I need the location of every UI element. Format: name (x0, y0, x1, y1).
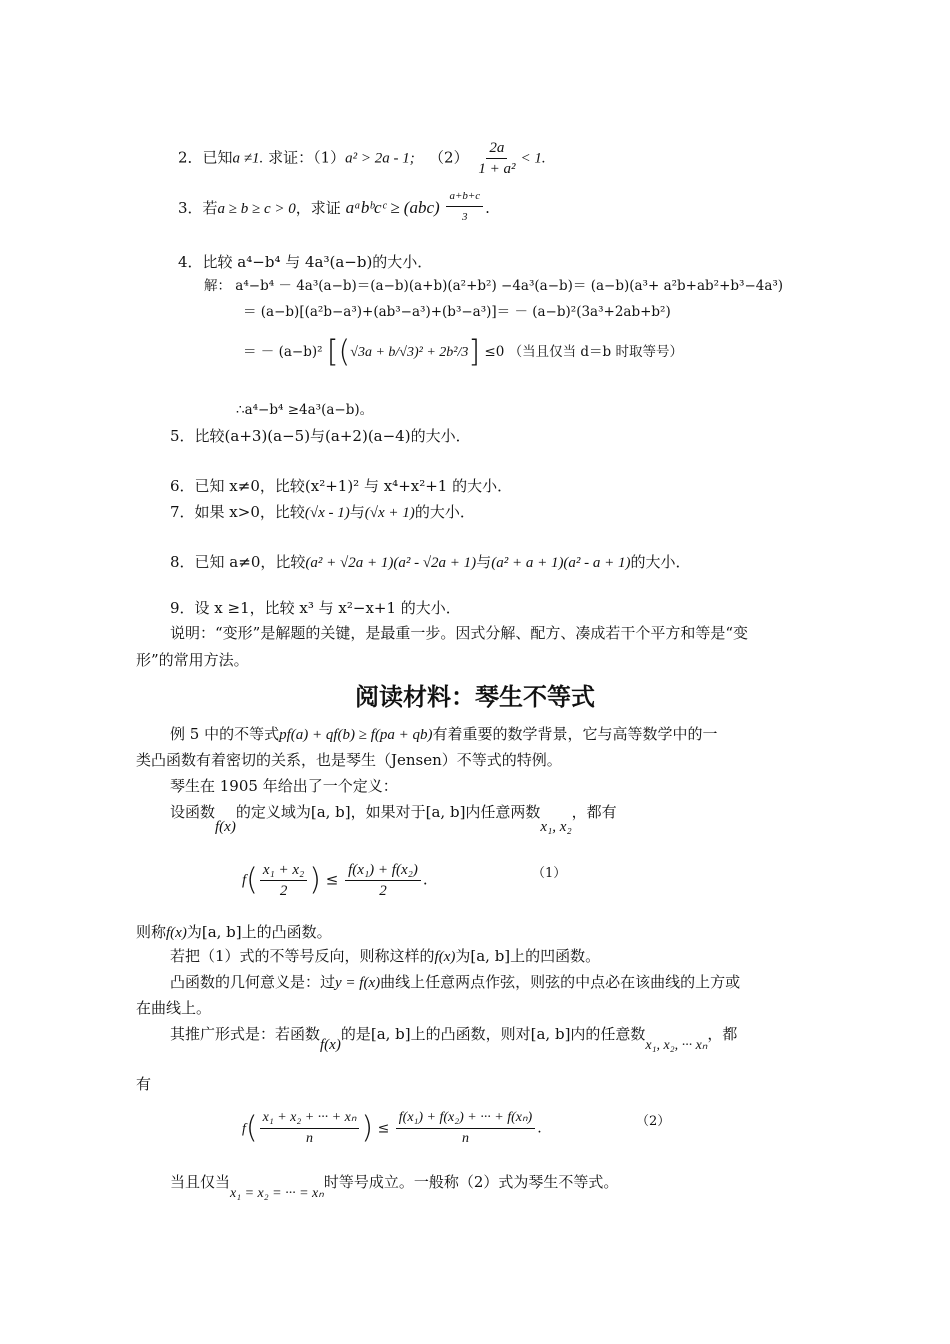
reading-4-c: ，都有 (571, 803, 617, 821)
eq1-left-paren: ( (246, 862, 258, 898)
problem-7-expr-a: (√x - 1) (304, 505, 350, 521)
eq2-right-fraction (396, 1108, 535, 1149)
eq2-right-numerator: f(x₁) + f(x₂) + ··· + f(xₙ) (396, 1108, 535, 1129)
reading-4-math-2: x₁, x₂ (540, 819, 572, 835)
reading-line-8: 在曲线上。 (136, 999, 212, 1017)
eq1-left-denominator: 2 (279, 883, 288, 899)
problem-7-prefix: 7．如果 x>0，比较 (170, 503, 305, 521)
reading-11-b: 时等号成立。一般称（2）式为琴生不等式。 (323, 1173, 619, 1191)
eq1-right-denominator: 2 (379, 883, 387, 899)
problem-3-condition: a ≥ b ≥ c > 0 (217, 201, 296, 217)
problem-2-condition: a ≠1. (232, 150, 264, 167)
problem-2-prove: 求证：（1） (268, 148, 346, 167)
problem-4-title: 4．比较 a⁴−b⁴ 与 4a³(a−b)的大小． (178, 253, 433, 271)
left-bracket: [ (326, 334, 339, 370)
solution-step-3-math: √3a + b/√3)² + 2b²/3 (350, 345, 469, 360)
equation-2-tag: （2） (636, 1114, 671, 1129)
problem-9: 9．设 x ≥1，比较 x³ 与 x²−x+1 的大小． (170, 599, 461, 617)
reading-line-1 (170, 724, 718, 745)
reading-line-3: 琴生在 1905 年给出了一个定义： (170, 777, 398, 795)
reading-4-b: 的定义域为[a, b]，如果对于[a, b]内任意两数 (235, 803, 541, 821)
reading-6-math: f(x) (434, 949, 456, 965)
problem-2 (178, 138, 546, 179)
left-paren: ( (338, 334, 351, 370)
reading-9-math-2: x₁, x₂, ··· xₙ (645, 1038, 708, 1053)
reading-9-math-1: f(x) (320, 1037, 341, 1053)
reading-line-2: 类凸函数有着密切的关系，也是琴生（Jensen）不等式的特例。 (136, 751, 562, 769)
reading-7-a: 凸函数的几何意义是：过 (170, 973, 336, 991)
problem-8 (170, 552, 691, 573)
problem-7-expr-b: (√x + 1) (364, 505, 415, 521)
eq1-right-numerator: f(x₁) + f(x₂) (345, 860, 421, 881)
eq1-right-paren: ) (309, 862, 321, 898)
eq2-right-paren: ) (361, 1110, 374, 1146)
note-line-2: 形”的常用方法。 (136, 651, 249, 669)
eq2-left-fraction (260, 1108, 360, 1149)
reading-line-4 (170, 802, 617, 835)
problem-3-lhs: aᵃbᵇcᶜ ≥ (abc) (345, 198, 440, 217)
problem-2-tail: < 1. (520, 150, 546, 167)
problem-2-ineq-1: a² > 2a - 1; (345, 150, 415, 167)
problem-2-fraction (475, 138, 518, 179)
solution-step-1: a⁴−b⁴ － 4a³(a−b)＝(a−b)(a+b)(a²+b²) −4a³(a−b)＝ (a−b)(a³+ a²b+ab²+b³−4a³) (235, 278, 784, 294)
reading-1-b: 有着重要的数学背景，它与高等数学中的一 (432, 725, 718, 743)
eq2-left-denominator: n (306, 1131, 313, 1146)
problem-7-mid: 与 (349, 503, 365, 521)
problem-8-mid: 与 (476, 553, 492, 571)
problem-4-solution-line-1 (204, 276, 783, 296)
problem-7 (170, 502, 475, 523)
solution-label: 解： (204, 278, 231, 294)
fraction-numerator: 2a (486, 138, 507, 159)
problem-4-conclusion: ∴a⁴−b⁴ ≥4a³(a−b)。 (236, 402, 374, 418)
eq2-left-numerator: x₁ + x₂ + ··· + xₙ (260, 1108, 360, 1129)
reading-5-b: 为[a, b]上的凸函数。 (186, 923, 332, 941)
reading-1-math: pf(a) + qf(b) ≥ f(pa + qb) (279, 727, 433, 743)
reading-4-math-1: f(x) (215, 819, 236, 835)
problem-2-label: 2．已知 (178, 148, 233, 167)
reading-title: 阅读材料：琴生不等式 (355, 683, 595, 711)
problem-2-part2: （2） (429, 148, 469, 167)
exponent-denominator: 3 (462, 211, 468, 223)
problem-3 (178, 186, 490, 227)
eq2-dot: . (537, 1120, 542, 1137)
reading-line-9 (170, 1024, 738, 1053)
eq1-right-fraction (345, 860, 421, 901)
eq1-relation: ≤ (325, 870, 339, 889)
eq1-f: f (242, 872, 247, 889)
reading-9-a: 其推广形式是：若函数 (170, 1025, 321, 1043)
reading-9-c: ，都 (707, 1025, 738, 1043)
reading-7-math: y = f(x) (335, 975, 381, 991)
problem-3-label: 3．若 (178, 199, 218, 217)
reading-line-6 (170, 946, 600, 967)
eq1-left-numerator: x₁ + x₂ (260, 860, 307, 881)
reading-4-a: 设函数 (170, 803, 216, 821)
reading-line-11 (170, 1172, 619, 1201)
eq2-left-paren: ( (245, 1110, 258, 1146)
equation-2 (242, 1108, 542, 1149)
problem-8-prefix: 8．已知 a≠0，比较 (170, 553, 306, 571)
eq2-relation: ≤ (377, 1120, 390, 1137)
exponent-numerator: a+b+c (446, 186, 483, 207)
eq1-left-fraction (260, 860, 307, 901)
eq1-dot: . (422, 870, 428, 889)
problem-6: 6．已知 x≠0，比较(x²+1)² 与 x⁴+x²+1 的大小． (170, 477, 513, 495)
reading-5-math: f(x) (166, 925, 187, 941)
note-line-1: 说明：“变形”是解题的关键，是最重一步。因式分解、配方、凑成若干个平方和等是“变 (170, 624, 749, 642)
reading-6-b: 为[a, b]上的凹函数。 (455, 947, 601, 965)
problem-3-prove: ，求证 (295, 199, 341, 217)
eq2-f: f (242, 1121, 246, 1137)
solution-step-3-prefix: ＝ － (a−b)² (243, 344, 323, 360)
problem-8-expr-b: (a² + a + 1)(a² - a + 1) (491, 555, 631, 571)
fraction-denominator: 1 + a² (478, 161, 516, 177)
problem-8-tail: 的大小． (630, 553, 691, 571)
eq2-right-denominator: n (461, 1131, 469, 1146)
problem-4-solution-line-2: ＝ (a−b)[(a²b−a³)+(ab³−a³)+(b³−a³)]＝ － (a−b)²(3a³+2ab+b²) (243, 304, 671, 320)
equation-1-tag: （1） (532, 866, 567, 881)
problem-3-tail: . (485, 199, 490, 217)
equation-1 (242, 860, 428, 901)
reading-line-10: 有 (136, 1075, 152, 1093)
reading-9-b: 的是[a, b]上的凸函数，则对[a, b]内的任意数 (340, 1025, 646, 1043)
reading-7-b: 曲线上任意两点作弦，则弦的中点必在该曲线的上方或 (380, 973, 741, 991)
reading-5-a: 则称 (136, 923, 167, 941)
problem-5: 5．比较(a+3)(a−5)与(a+2)(a−4)的大小． (170, 427, 471, 445)
problem-3-exponent (446, 186, 483, 227)
problem-8-expr-a: (a² + √2a + 1)(a² - √2a + 1) (305, 555, 477, 571)
reading-line-7 (170, 972, 740, 993)
reading-line-5 (136, 922, 332, 943)
problem-7-tail: 的大小． (414, 503, 475, 521)
reading-1-a: 例 5 中的不等式 (170, 725, 280, 743)
right-bracket: ] (468, 334, 481, 370)
reading-11-a: 当且仅当 (170, 1173, 231, 1191)
reading-6-a: 若把（1）式的不等号反向，则称这样的 (170, 947, 435, 965)
problem-4-solution-line-3 (243, 336, 683, 369)
reading-11-math: x₁ = x₂ = ··· = xₙ (230, 1186, 324, 1201)
solution-step-3-tail: ≤0 （当且仅当 d＝b 时取等号） (484, 344, 683, 360)
